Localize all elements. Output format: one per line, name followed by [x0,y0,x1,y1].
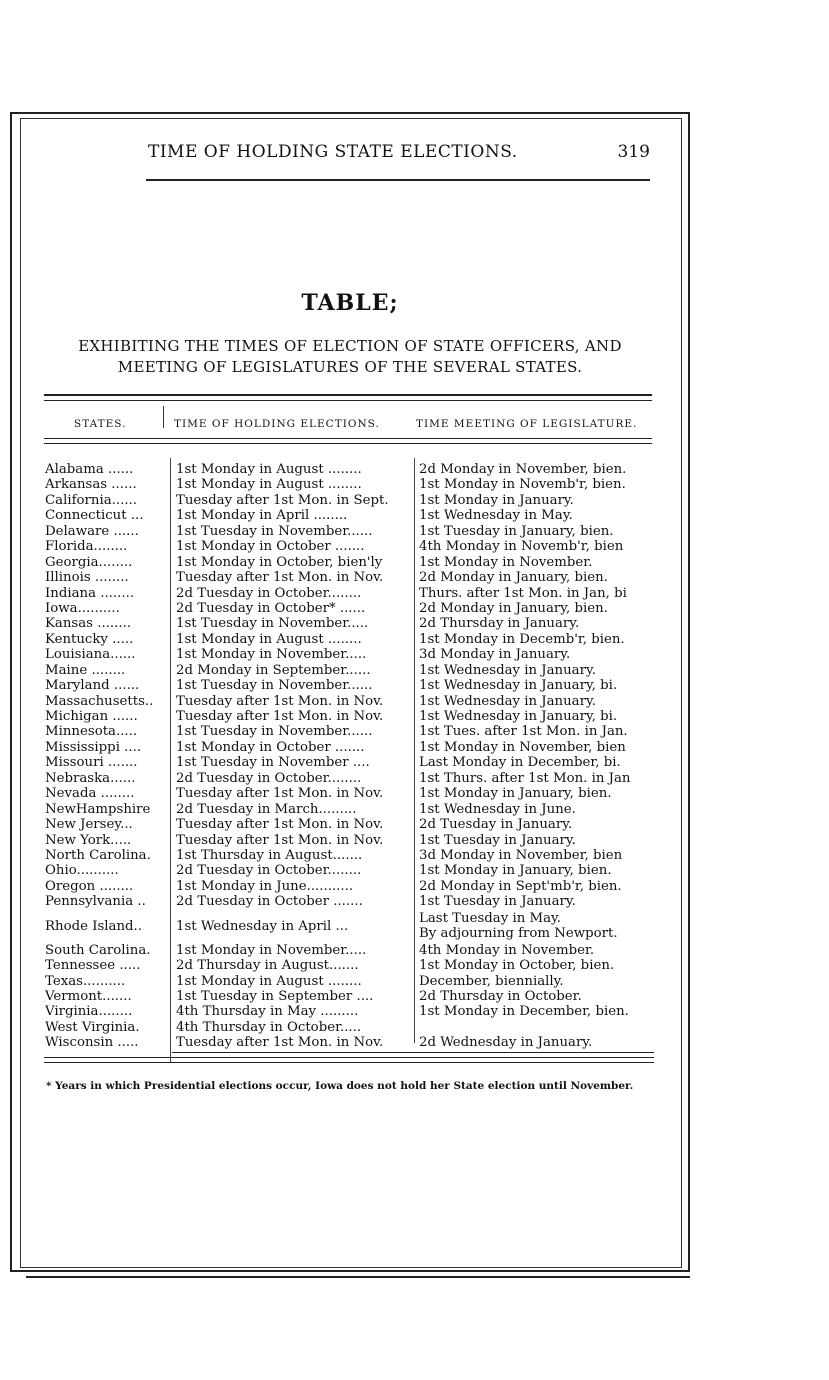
state-name: Indiana ........ [45,585,135,601]
election-time: 1st Monday in April ........ [176,508,348,524]
table-row [45,1035,665,1050]
election-time: 1st Tuesday in November...... [176,523,373,539]
state-name: Delaware ...... [45,523,139,539]
table-row [45,989,665,1004]
state-name: Michigan ...... [45,709,138,724]
state-name: Louisiana...... [45,647,136,663]
election-time: Tuesday after 1st Mon. in Nov. [176,1035,384,1051]
election-time: 1st Tuesday in November .... [176,755,370,771]
table-row [45,539,665,554]
legislature-meeting: 2d Monday in Sept'mb'r, bien. [419,878,622,894]
table-row [45,1004,665,1019]
legislature-meeting: 2d Wednesday in January. [419,1035,593,1051]
legislature-meeting: 1st Monday in Decemb'r, bien. [419,631,625,647]
legislature-meeting: 1st Monday in November. [419,554,593,570]
table-row [45,586,665,601]
column-header-holding: TIME OF HOLDING ELECTIONS. [174,418,380,430]
legislature-meeting: 1st Tuesday in January. [419,894,576,910]
column-header-meeting: TIME MEETING OF LEGISLATURE. [416,418,638,430]
legislature-meeting: 3d Monday in January. [419,647,571,663]
election-time: Tuesday after 1st Mon. in Sept. [176,492,389,508]
legislature-meeting: 2d Thursday in January. [419,616,580,632]
table-row [45,462,665,477]
legislature-meeting: 2d Monday in January, bien. [419,570,608,586]
election-time: 1st Monday in August ........ [176,477,362,493]
state-name: Texas.......... [45,973,126,989]
election-time: 1st Tuesday in November...... [176,724,373,740]
table-row [45,958,665,973]
legislature-meeting: 3d Monday in November, bien [419,847,623,863]
election-time: Tuesday after 1st Mon. in Nov. [176,832,384,848]
legislature-meeting [419,911,665,942]
election-time: 2d Tuesday in October* ...... [176,600,366,616]
election-time: Tuesday after 1st Mon. in Nov. [176,570,384,586]
table-row [45,879,665,894]
column-headers [44,418,654,434]
state-name: New Jersey... [45,817,133,833]
table-row [45,974,665,989]
legislature-meeting: 1st Tues. after 1st Mon. in Jan. [419,724,628,740]
table-row [45,508,665,523]
election-time: 1st Monday in August ........ [176,973,362,989]
state-name: Mississippi .... [45,739,142,755]
table-subtitle [30,336,670,378]
election-time: 1st Thursday in August....... [176,847,363,863]
legislature-meeting: 2d Thursday in October. [419,989,582,1004]
table-row [45,833,665,848]
election-time: Tuesday after 1st Mon. in Nov. [176,693,384,709]
election-time: 1st Monday in August ........ [176,462,362,477]
table-row [45,724,665,739]
state-name: Minnesota..... [45,724,138,740]
legislature-meeting: 1st Monday in Novemb'r, bien. [419,477,626,493]
table-row [45,910,665,943]
table-rule [44,1057,654,1058]
election-time: 1st Monday in June........... [176,878,354,894]
table-row [45,694,665,709]
state-name: Nebraska...... [45,770,136,786]
state-name: North Carolina. [45,847,151,863]
legislature-meeting: 1st Wednesday in January. [419,693,596,709]
state-name: South Carolina. [45,942,151,958]
state-name: Ohio.......... [45,863,119,879]
page-number: 319 [617,142,650,162]
election-time: 1st Monday in August ........ [176,631,362,647]
election-time: 2d Tuesday in October........ [176,585,362,601]
legislature-meeting: 2d Monday in November, bien. [419,462,627,477]
election-time: Tuesday after 1st Mon. in Nov. [176,817,384,833]
table-row [45,802,665,817]
table-row [45,678,665,693]
table-row [45,740,665,755]
table-row [45,477,665,492]
election-time: 2d Monday in September...... [176,662,371,678]
legislature-meeting-line: Last Tuesday in May. [419,910,562,926]
election-time: 4th Thursday in May ......... [176,1004,359,1020]
footnote: * Years in which Presidential elections occur, Iowa does not hold her State election until November. [46,1080,634,1092]
state-name: Kentucky ..... [45,631,134,647]
table-title: TABLE; [301,290,399,316]
state-name: Connecticut ... [45,508,144,524]
election-time: 2d Tuesday in October........ [176,863,362,879]
table-row [45,943,665,958]
state-name: Maryland ...... [45,678,140,694]
legislature-meeting: 1st Tuesday in January. [419,832,576,848]
bottom-rule [26,1276,690,1278]
table-row [45,786,665,801]
state-name: NewHampshire [45,801,151,817]
state-name: Florida........ [45,539,128,555]
legislature-meeting: December, biennially. [419,973,564,989]
legislature-meeting-line: By adjourning from Newport. [419,926,618,942]
state-name: Pennsylvania .. [45,894,146,910]
table-rule [44,400,652,401]
state-name: New York..... [45,832,132,848]
state-name: Nevada ........ [45,786,135,802]
state-name: Tennessee ..... [45,958,141,974]
table-row [45,894,665,909]
table-row [45,709,665,724]
bottom-rule [10,1270,690,1272]
table-row [45,1020,665,1035]
page-header [40,142,660,166]
state-name: Missouri ....... [45,755,138,771]
table-row [45,647,665,662]
state-name: Rhode Island.. [45,918,142,934]
state-name: Oregon ........ [45,878,134,894]
legislature-meeting: 4th Monday in November. [419,942,595,958]
legislature-meeting: 1st Tuesday in January, bien. [419,523,614,539]
subtitle-line: EXHIBITING THE TIMES OF ELECTION OF STATE OFFICERS, AND [78,337,622,355]
legislature-meeting: 4th Monday in Novemb'r, bien [419,539,624,555]
state-name: Massachusetts.. [45,693,154,709]
legislature-meeting: Last Monday in December, bi. [419,755,621,771]
state-name: West Virginia. [45,1019,140,1035]
legislature-meeting: 1st Wednesday in January. [419,662,596,678]
election-time: Tuesday after 1st Mon. in Nov. [176,709,384,724]
state-name: Maine ........ [45,662,126,678]
table-row [45,524,665,539]
table-rule [172,1052,654,1053]
column-header-states: STATES. [74,418,127,430]
state-name: Virginia........ [45,1004,133,1020]
legislature-meeting: 1st Wednesday in January, bi. [419,678,618,694]
table-row [45,601,665,616]
election-time: 1st Tuesday in September .... [176,989,374,1004]
state-name: Illinois ........ [45,570,129,586]
election-time: 1st Tuesday in November...... [176,678,373,694]
legislature-meeting: 1st Wednesday in June. [419,801,576,817]
legislature-meeting: 1st Wednesday in May. [419,508,573,524]
election-time: 1st Tuesday in November..... [176,616,369,632]
legislature-meeting: 1st Monday in January. [419,492,574,508]
state-name: Iowa.......... [45,600,120,616]
state-name: Arkansas ...... [45,477,137,493]
legislature-meeting: 1st Monday in October, bien. [419,958,615,974]
state-name: Wisconsin ..... [45,1035,139,1051]
table-row [45,555,665,570]
state-name: California...... [45,492,137,508]
legislature-meeting: 1st Monday in December, bien. [419,1004,629,1020]
table-row [45,663,665,678]
legislature-meeting: 2d Tuesday in January. [419,817,573,833]
election-time: Tuesday after 1st Mon. in Nov. [176,786,384,802]
table-row [45,771,665,786]
header-rule [146,179,650,181]
legislature-meeting: 1st Wednesday in January, bi. [419,709,618,724]
legislature-meeting: Thurs. after 1st Mon. in Jan, bi [419,585,627,601]
legislature-meeting: 1st Monday in November, bien [419,739,626,755]
table-row [45,755,665,770]
election-time: 1st Monday in November..... [176,647,367,663]
state-name: Kansas ........ [45,616,132,632]
legislature-meeting: 2d Monday in January, bien. [419,600,608,616]
subtitle-line: MEETING OF LEGISLATURES OF THE SEVERAL STATES. [117,358,583,376]
table-row [45,848,665,863]
legislature-meeting: 1st Thurs. after 1st Mon. in Jan [419,770,631,786]
table-row [45,632,665,647]
state-name: Vermont....... [45,989,132,1004]
table-rule [44,394,652,396]
election-time: 1st Wednesday in April ... [176,918,349,934]
table-row [45,817,665,832]
election-time: 2d Thursday in August....... [176,958,359,974]
table-row [45,570,665,585]
table-rule [44,438,652,439]
election-time: 1st Monday in October, bien'ly [176,554,383,570]
election-time: 2d Tuesday in March......... [176,801,357,817]
election-time: 1st Monday in October ....... [176,539,365,555]
election-time: 1st Monday in November..... [176,942,367,958]
table-rule [44,443,652,444]
table-row [45,616,665,631]
election-time: 2d Tuesday in October........ [176,770,362,786]
election-time: 2d Tuesday in October ....... [176,894,363,910]
table-row [45,863,665,878]
running-title: TIME OF HOLDING STATE ELECTIONS. [148,142,518,162]
election-time: 4th Thursday in October..... [176,1019,362,1035]
state-name: Alabama ...... [45,462,134,477]
table-row [45,493,665,508]
election-time: 1st Monday in October ....... [176,739,365,755]
state-name: Georgia........ [45,554,133,570]
table-rule [44,1062,654,1063]
table-body [45,462,665,1051]
legislature-meeting: 1st Monday in January, bien. [419,786,612,802]
legislature-meeting: 1st Monday in January, bien. [419,863,612,879]
